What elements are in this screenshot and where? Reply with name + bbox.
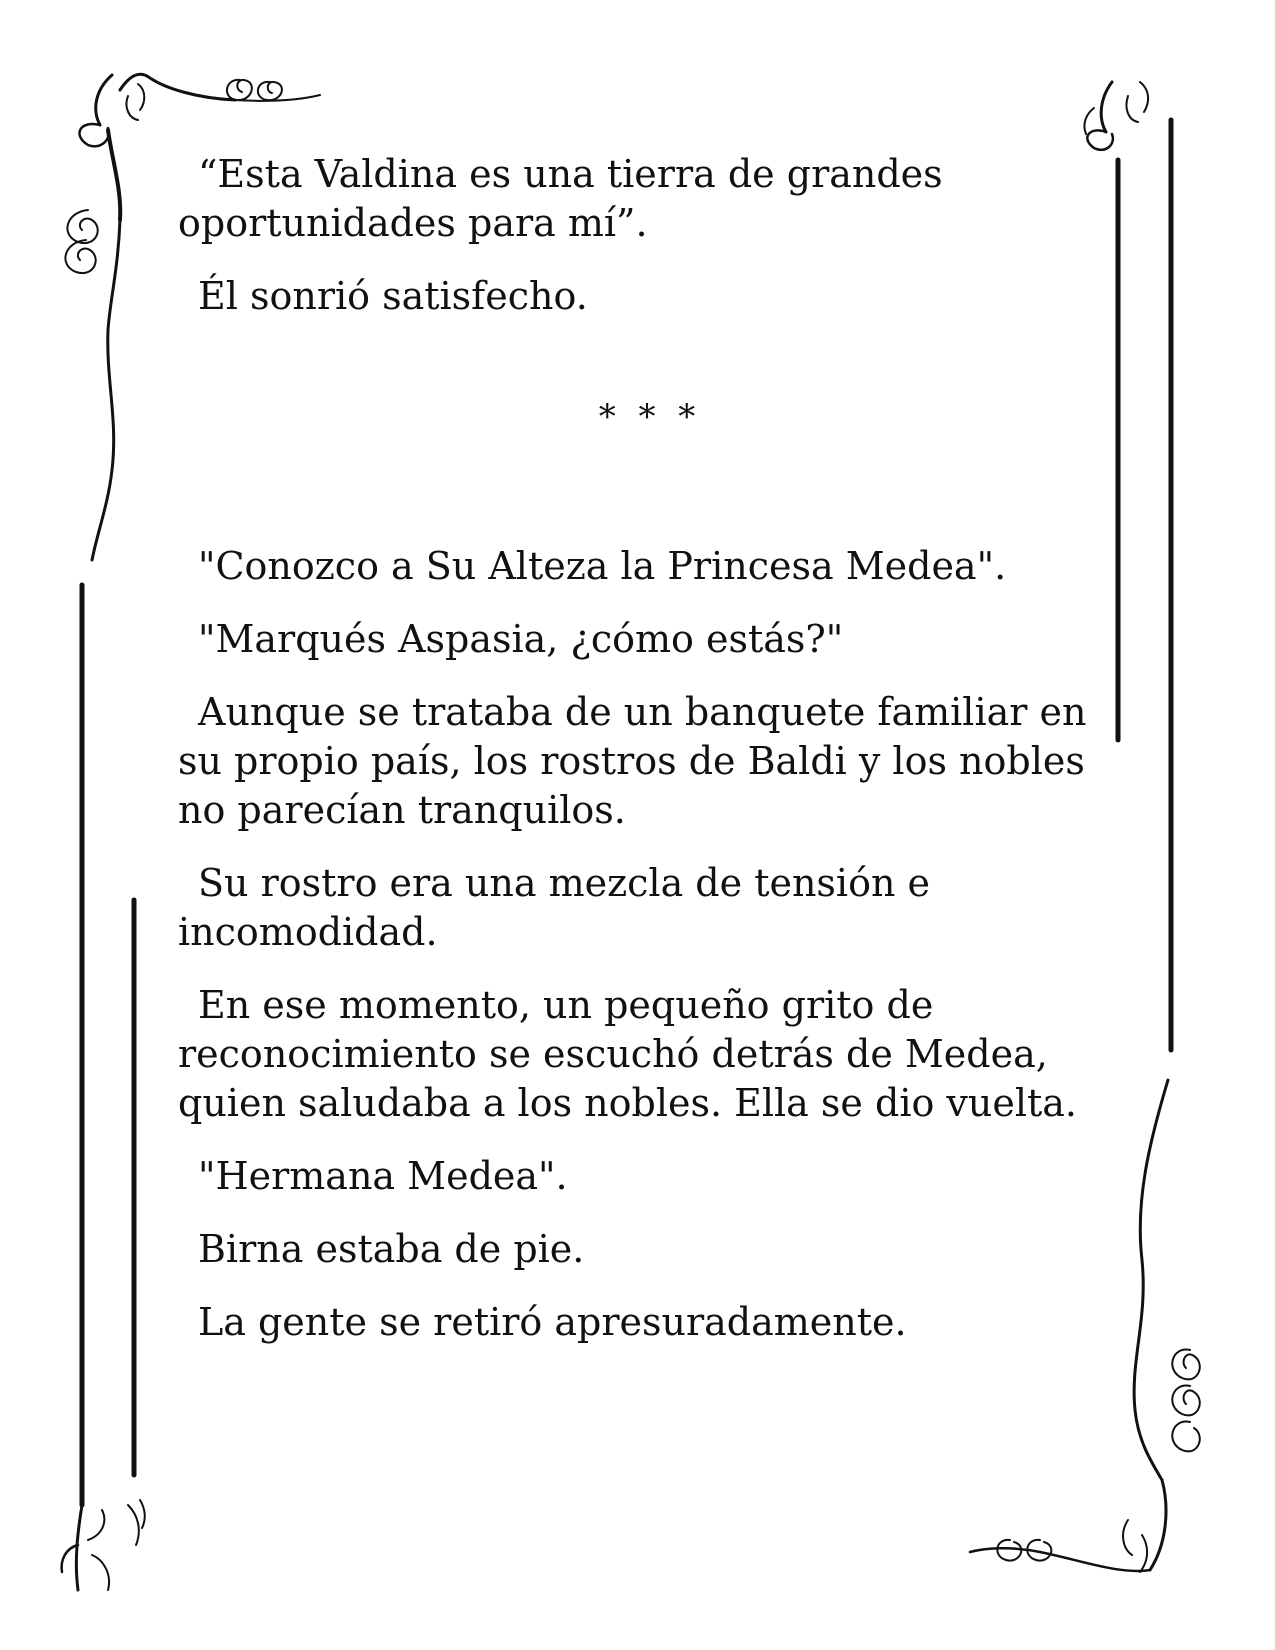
paragraph: "Marqués Aspasia, ¿cómo estás?" — [198, 617, 844, 661]
bottom-left-flourish-icon — [62, 1500, 145, 1590]
left-swirl-icon — [65, 210, 120, 560]
paragraph: Su rostro era una mezcla de tensión e incomodidad. — [178, 861, 931, 954]
right-swirl-icon — [1134, 1080, 1200, 1480]
paragraph: “Esta Valdina es una tierra de grandes oportunidades para mí”. — [178, 152, 943, 245]
top-right-flourish-icon — [1084, 82, 1148, 150]
scene-separator: * * * — [598, 397, 702, 437]
paragraph: Aunque se trataba de un banquete familiar en su propio país, los rostros de Baldi y los nobles no parecían tranquilos. — [178, 690, 1087, 832]
bottom-right-flourish-icon — [970, 1480, 1166, 1572]
page-text — [178, 150, 1098, 1371]
paragraph: En ese momento, un pequeño grito de reconocimiento se escuchó detrás de Medea, quien saludaba a los nobles. Ella se dio vuelta. — [178, 983, 1078, 1125]
paragraph: "Hermana Medea". — [198, 1154, 568, 1198]
paragraph: "Conozco a Su Alteza la Princesa Medea". — [198, 544, 1007, 588]
paragraph: Él sonrió satisfecho. — [198, 274, 588, 318]
paragraph: La gente se retiró apresuradamente. — [198, 1300, 907, 1344]
paragraph: Birna estaba de pie. — [198, 1227, 585, 1271]
